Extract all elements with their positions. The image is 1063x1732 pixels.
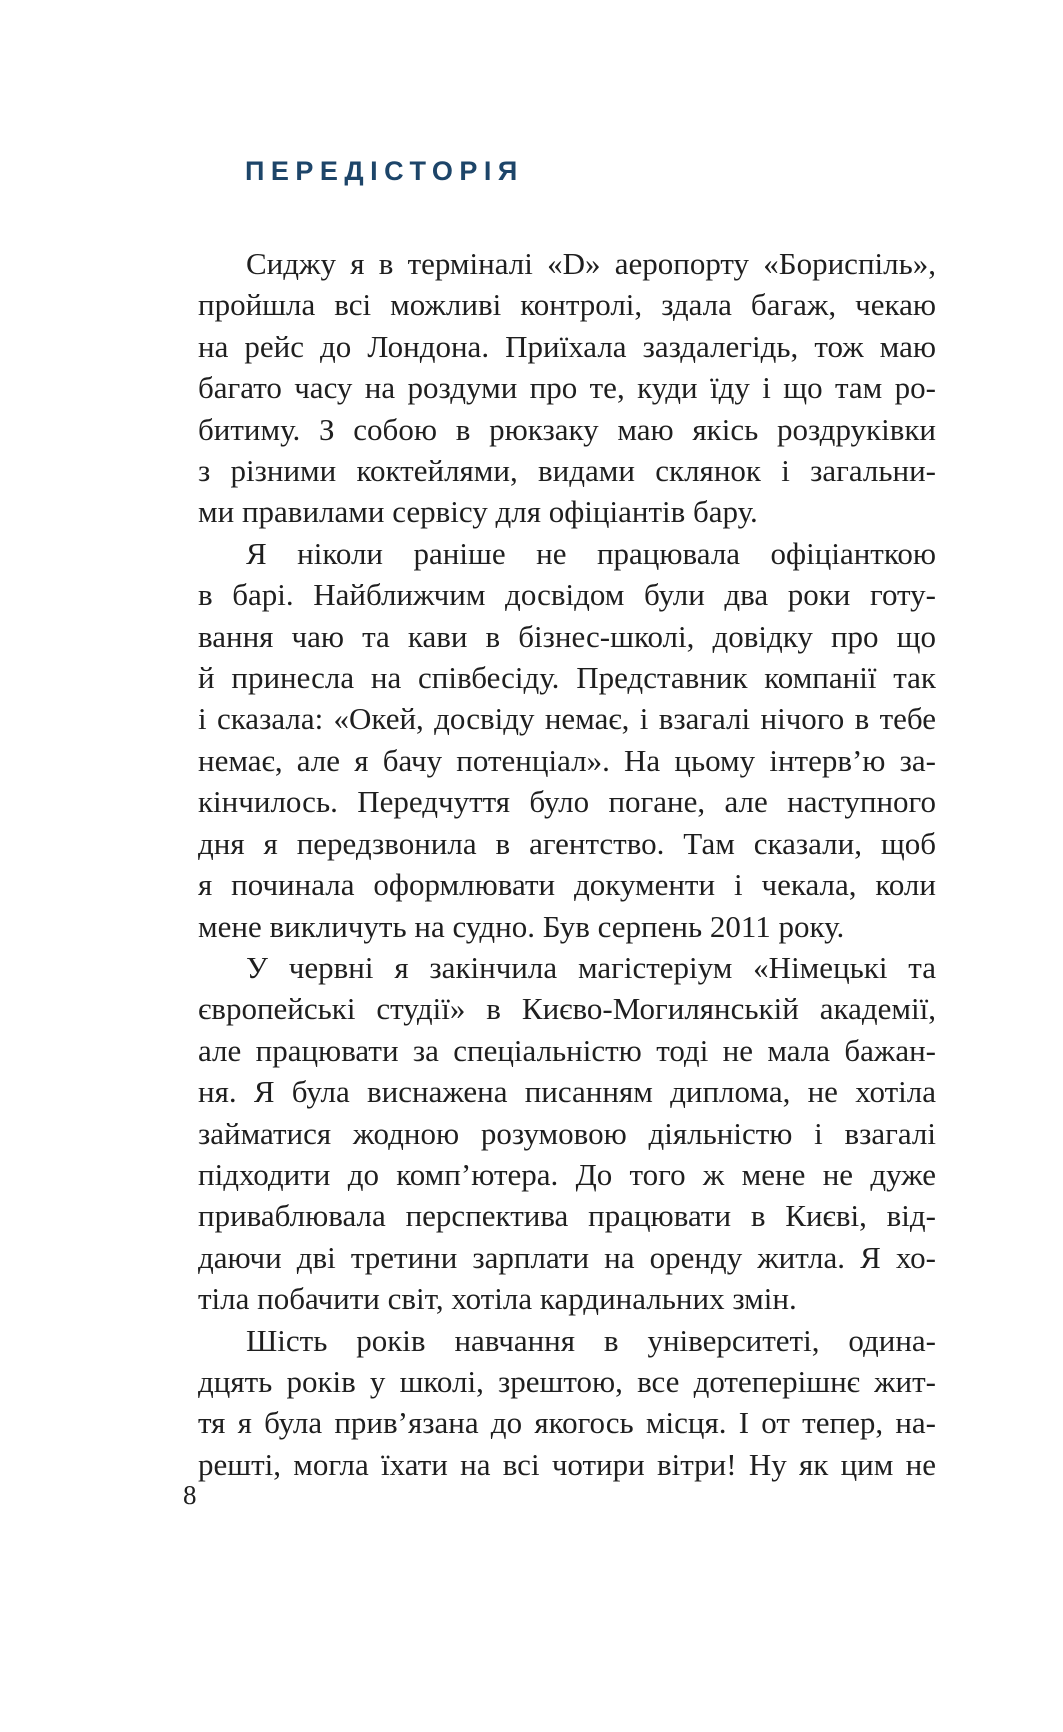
text-line: вання чаю та кави в бізнес-школі, довідку про що [198, 618, 936, 654]
text-line: я починала оформлювати документи і чекала, коли [198, 867, 936, 903]
body-text [198, 243, 936, 1485]
paragraph-3 [198, 947, 936, 1320]
paragraph-1 [198, 243, 936, 533]
text-line: пройшла всі можливі контролі, здала багаж, чекаю [198, 287, 936, 323]
text-line: європейські студії» в Києво-Могилянській академії, [198, 991, 936, 1027]
text-line: дня я передзвонила в агентство. Там сказали, щоб [198, 825, 936, 861]
text-line: У червні я закінчила магістеріум «Німецькі та [246, 949, 936, 985]
text-line: підходити до комп’ютера. До того ж мене не дуже [198, 1156, 936, 1192]
text-line: Сиджу я в терміналі «D» аеропорту «Бориспіль», [246, 246, 936, 281]
text-line: ня. Я була виснажена писанням диплома, не хотіла [198, 1074, 936, 1110]
text-line: даючи дві третини зарплати на оренду житла. Я хо- [198, 1239, 936, 1275]
text-line: займатися жодною розумовою діяльністю і взагалі [198, 1115, 936, 1151]
text-line: тіла побачити світ, хотіла кардинальних змін. [198, 1281, 797, 1317]
text-line: в барі. Найближчим досвідом були два роки готу- [198, 577, 936, 613]
text-line: кінчилось. Передчуття було погане, але наступного [198, 784, 936, 820]
text-line: дцять років у школі, зрештою, все дотеперішнє жит- [198, 1363, 936, 1399]
text-line: мене викличуть на судно. Був серпень 2011 року. [198, 908, 845, 944]
text-line: на рейс до Лондона. Приїхала заздалегідь, тож маю [198, 328, 936, 364]
paragraph-2 [198, 533, 936, 947]
text-line: Я ніколи раніше не працювала офіціанткою [246, 535, 936, 571]
text-line: решті, могла їхати на всі чотири вітри! Ну як цим не [198, 1446, 936, 1482]
text-line: Шість років навчання в університеті, одина- [246, 1322, 936, 1358]
text-line: і сказала: «Окей, досвіду немає, і взагалі нічого в тебе [198, 701, 936, 737]
text-line: тя я була прив’язана до якогось місця. І от тепер, на- [198, 1405, 936, 1441]
text-line: ми правилами сервісу для офіціантів бару. [198, 494, 758, 530]
paragraph-4 [198, 1320, 936, 1486]
page-number: 8 [183, 1480, 197, 1510]
text-line: немає, але я бачу потенціал». На цьому інтерв’ю за- [198, 742, 936, 778]
text-line: приваблювала перспектива працювати в Києві, від- [198, 1198, 936, 1234]
text-line: багато часу на роздуми про те, куди їду і що там ро- [198, 370, 936, 406]
text-line: й принесла на співбесіду. Представник компанії так [198, 660, 936, 696]
text-line: битиму. З собою в рюкзаку маю якісь роздруківки [198, 411, 936, 447]
text-line: але працювати за спеціальністю тоді не мала бажан- [198, 1032, 936, 1068]
text-line: з різними коктейлями, видами склянок і загальни- [198, 453, 936, 489]
chapter-title: ПЕРЕДІСТОРІЯ [245, 156, 524, 186]
